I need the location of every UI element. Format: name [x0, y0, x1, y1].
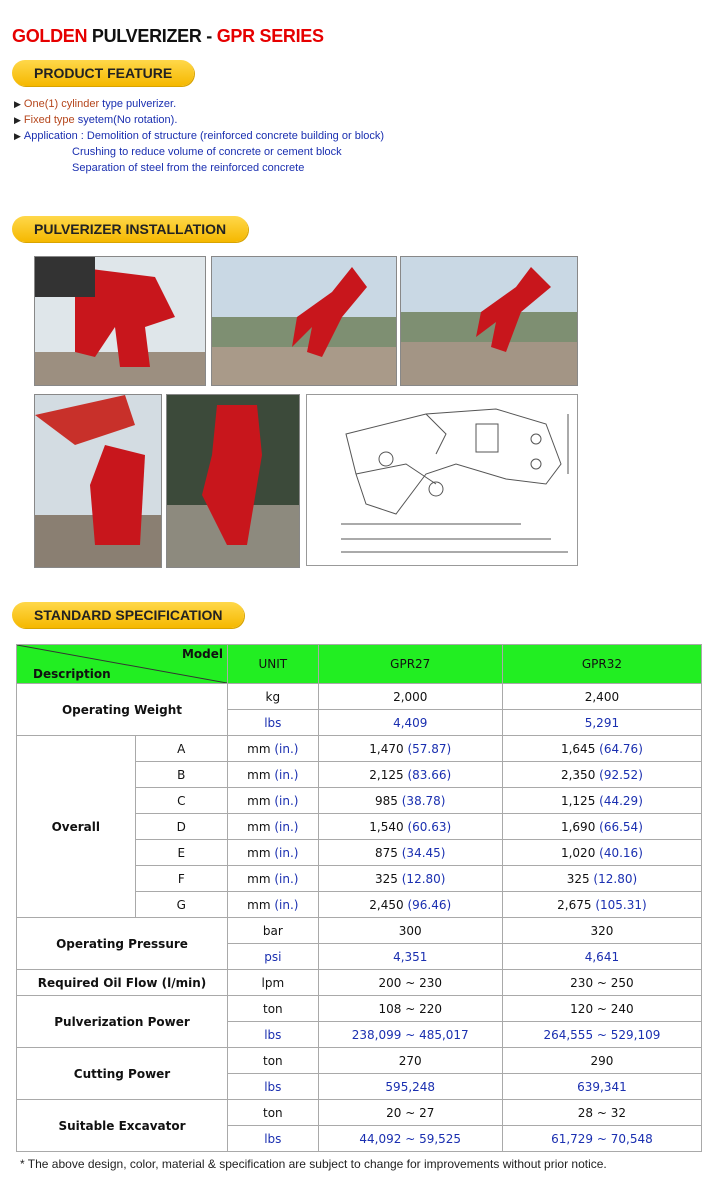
unit-cell: ton: [228, 1048, 319, 1074]
table-row: [17, 996, 702, 1022]
value-cell: 2,675 (105.31): [502, 892, 701, 918]
value-cell: 1,020 (40.16): [502, 840, 701, 866]
unit-cell: mm (in.): [228, 736, 319, 762]
installation-photo-2: [211, 256, 397, 386]
unit-cell: ton: [228, 996, 319, 1022]
value-cell: 4,409: [318, 710, 502, 736]
unit-cell: ton: [228, 1100, 319, 1126]
value-cell: 200 ~ 230: [318, 970, 502, 996]
dim-label: A: [135, 736, 227, 762]
value-cell: 2,000: [318, 684, 502, 710]
value-cell: 290: [502, 1048, 701, 1074]
feature-list: [14, 96, 384, 176]
value-cell: 2,350 (92.52): [502, 762, 701, 788]
value-cell: 639,341: [502, 1074, 701, 1100]
bullet-triangle-icon: ▶: [14, 99, 21, 109]
specification-table: [16, 644, 702, 1152]
unit-cell: lbs: [228, 1074, 319, 1100]
row-label: Suitable Excavator: [17, 1100, 228, 1152]
row-label: Operating Weight: [17, 684, 228, 736]
unit-cell: lpm: [228, 970, 319, 996]
table-row: [17, 1100, 702, 1126]
bullet-triangle-icon: ▶: [14, 115, 21, 125]
unit-cell: mm (in.): [228, 762, 319, 788]
value-cell: 1,645 (64.76): [502, 736, 701, 762]
value-cell: 875 (34.45): [318, 840, 502, 866]
dim-label: C: [135, 788, 227, 814]
value-cell: 264,555 ~ 529,109: [502, 1022, 701, 1048]
technical-drawing: [306, 394, 578, 566]
header-description: Description: [33, 667, 111, 681]
feature-item: ▶ One(1) cylinder type pulverizer.: [14, 98, 177, 110]
value-cell: 2,125 (83.66): [318, 762, 502, 788]
feature-item: ▶ Fixed type syetem(No rotation).: [14, 114, 178, 126]
value-cell: 1,470 (57.87): [318, 736, 502, 762]
row-label: Pulverization Power: [17, 996, 228, 1048]
value-cell: 5,291: [502, 710, 701, 736]
row-label: Operating Pressure: [17, 918, 228, 970]
unit-cell: lbs: [228, 1126, 319, 1152]
table-row: [17, 970, 702, 996]
section-product-feature: PRODUCT FEATURE: [12, 60, 194, 86]
unit-cell: mm (in.): [228, 840, 319, 866]
value-cell: 1,690 (66.54): [502, 814, 701, 840]
unit-cell: lbs: [228, 1022, 319, 1048]
feature-item: Separation of steel from the reinforced concrete: [72, 162, 305, 174]
bullet-triangle-icon: ▶: [14, 131, 21, 141]
value-cell: 44,092 ~ 59,525: [318, 1126, 502, 1152]
unit-cell: kg: [228, 684, 319, 710]
dim-label: E: [135, 840, 227, 866]
value-cell: 108 ~ 220: [318, 996, 502, 1022]
header-model-description: [17, 645, 228, 684]
table-row: [17, 918, 702, 944]
section-pulverizer-installation: PULVERIZER INSTALLATION: [12, 216, 248, 242]
value-cell: 28 ~ 32: [502, 1100, 701, 1126]
unit-cell: mm (in.): [228, 892, 319, 918]
row-label: Cutting Power: [17, 1048, 228, 1100]
value-cell: 61,729 ~ 70,548: [502, 1126, 701, 1152]
value-cell: 2,400: [502, 684, 701, 710]
dim-label: D: [135, 814, 227, 840]
value-cell: 4,641: [502, 944, 701, 970]
value-cell: 320: [502, 918, 701, 944]
value-cell: 4,351: [318, 944, 502, 970]
value-cell: 120 ~ 240: [502, 996, 701, 1022]
dim-label: B: [135, 762, 227, 788]
value-cell: 325 (12.80): [502, 866, 701, 892]
header-gpr27: GPR27: [318, 645, 502, 684]
table-header-row: [17, 645, 702, 684]
header-model: Model: [181, 647, 223, 661]
value-cell: 20 ~ 27: [318, 1100, 502, 1126]
value-cell: 238,099 ~ 485,017: [318, 1022, 502, 1048]
table-row: [17, 1048, 702, 1074]
feature-item: ▶ Application : Demolition of structure (reinforced concrete building or block): [14, 130, 385, 142]
unit-cell: bar: [228, 918, 319, 944]
unit-cell: mm (in.): [228, 788, 319, 814]
value-cell: 300: [318, 918, 502, 944]
table-row: [17, 684, 702, 710]
dim-label: G: [135, 892, 227, 918]
feature-item: Crushing to reduce volume of concrete or cement block: [72, 146, 342, 158]
row-label: Required Oil Flow (l/min): [17, 970, 228, 996]
unit-cell: mm (in.): [228, 866, 319, 892]
table-row: [17, 736, 702, 762]
installation-photo-4: [34, 394, 162, 568]
row-label: Overall: [17, 736, 136, 918]
disclaimer-note: * The above design, color, material & specification are subject to change for improvements without prior notice.: [20, 1157, 607, 1171]
header-unit: UNIT: [228, 645, 319, 684]
installation-photo-3: [400, 256, 578, 386]
page-title: GOLDEN PULVERIZER - GPR SERIES: [12, 26, 324, 46]
unit-cell: psi: [228, 944, 319, 970]
unit-cell: mm (in.): [228, 814, 319, 840]
header-gpr32: GPR32: [502, 645, 701, 684]
value-cell: 325 (12.80): [318, 866, 502, 892]
value-cell: 1,540 (60.63): [318, 814, 502, 840]
value-cell: 270: [318, 1048, 502, 1074]
unit-cell: lbs: [228, 710, 319, 736]
section-standard-specification: STANDARD SPECIFICATION: [12, 602, 244, 628]
value-cell: 230 ~ 250: [502, 970, 701, 996]
installation-photo-1: [34, 256, 206, 386]
value-cell: 2,450 (96.46): [318, 892, 502, 918]
dim-label: F: [135, 866, 227, 892]
value-cell: 985 (38.78): [318, 788, 502, 814]
installation-photo-5: [166, 394, 300, 568]
value-cell: 595,248: [318, 1074, 502, 1100]
value-cell: 1,125 (44.29): [502, 788, 701, 814]
